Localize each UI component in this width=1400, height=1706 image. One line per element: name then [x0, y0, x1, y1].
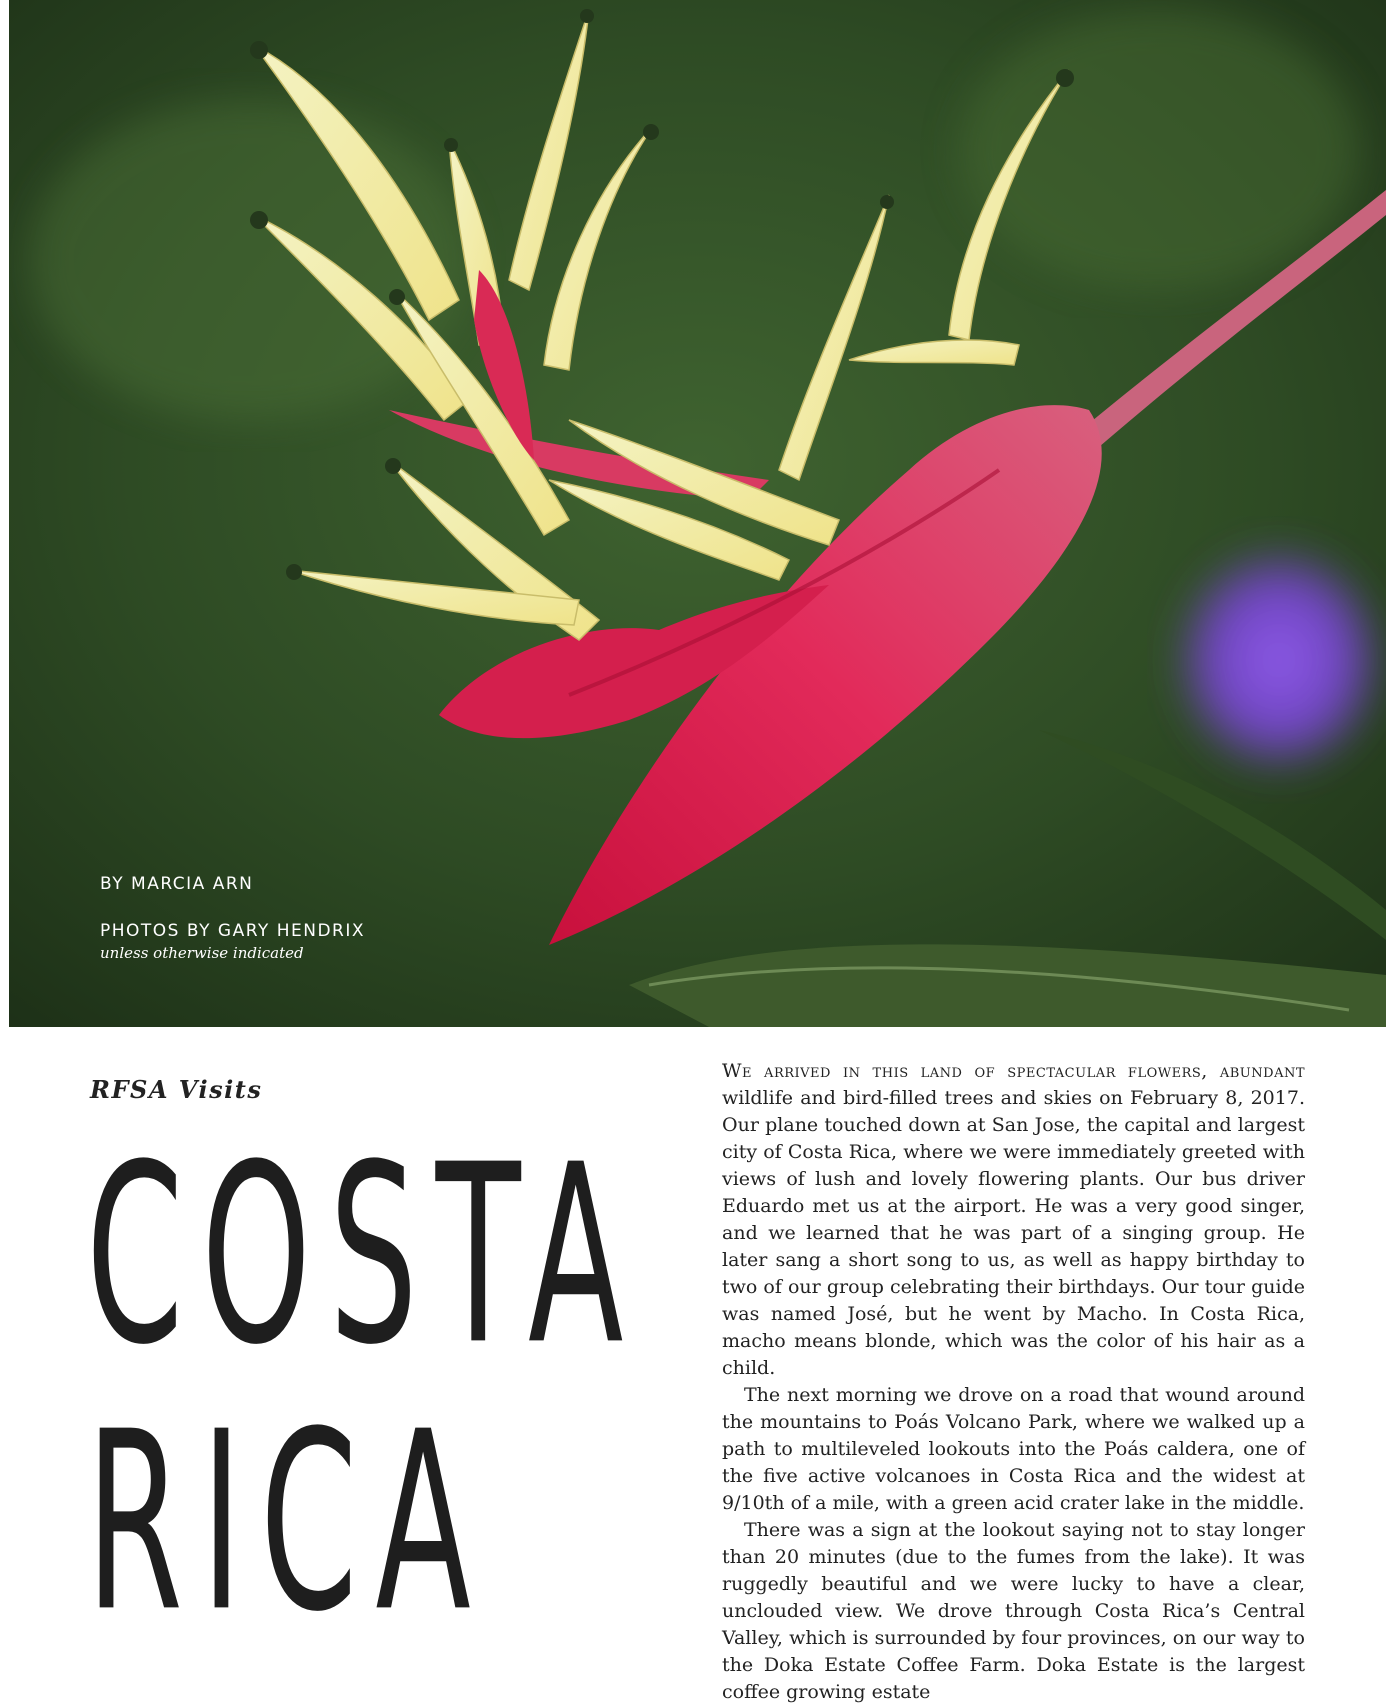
paragraph-1-text: wildlife and bird-filled trees and skies on February 8, 2017. Our plane touched down at San Jose, the capital and largest city of Costa Rica, where we were immediately greeted with views of lush and lovely flowering plants. Our bus driver Eduardo met us at the airport. He was a very good singer, and we learned that he was part of a singing group. He later sang a short song to us, as well as happy birthday to two of our group celebrating their birthdays. Our tour guide was named José, but he went by Macho. In Costa Rica, macho means blonde, which was the color of his hair as a child. — [722, 1087, 1305, 1379]
article-title-line-1: COSTA — [86, 1112, 642, 1400]
paragraph-1 — [722, 1058, 1305, 1382]
byline-author: BY MARCIA ARN — [100, 874, 254, 894]
article-kicker: RFSA Visits — [90, 1075, 263, 1104]
hero-photo — [9, 0, 1386, 1027]
photo-credit-note: unless otherwise indicated — [100, 944, 304, 962]
lead-in-text: We arrived in this land of spectacular flowers, abundant — [722, 1060, 1305, 1082]
heliconia-flower-photo-icon — [9, 0, 1386, 1027]
article-body — [722, 1058, 1305, 1706]
photo-credit: PHOTOS BY GARY HENDRIX — [100, 921, 366, 941]
paragraph-2: The next morning we drove on a road that wound around the mountains to Poás Volcano Park, where we walked up a path to multileveled lookouts into the Poás caldera, one of the five active volcanoes in Costa Rica and the widest at 9/10th of a mile, with a green acid crater lake in the middle. — [722, 1384, 1305, 1514]
paragraph-3: There was a sign at the lookout saying not to stay longer than 20 minutes (due to the fumes from the lake). It was ruggedly beautiful and we were lucky to have a clear, unclouded view. We drove through Costa Rica’s Central Valley, which is surrounded by four provinces, on our way to the Doka Estate Coffee Farm. Doka Estate is the largest coffee growing estate — [722, 1519, 1305, 1703]
article-title-line-2: RICA — [86, 1379, 489, 1667]
